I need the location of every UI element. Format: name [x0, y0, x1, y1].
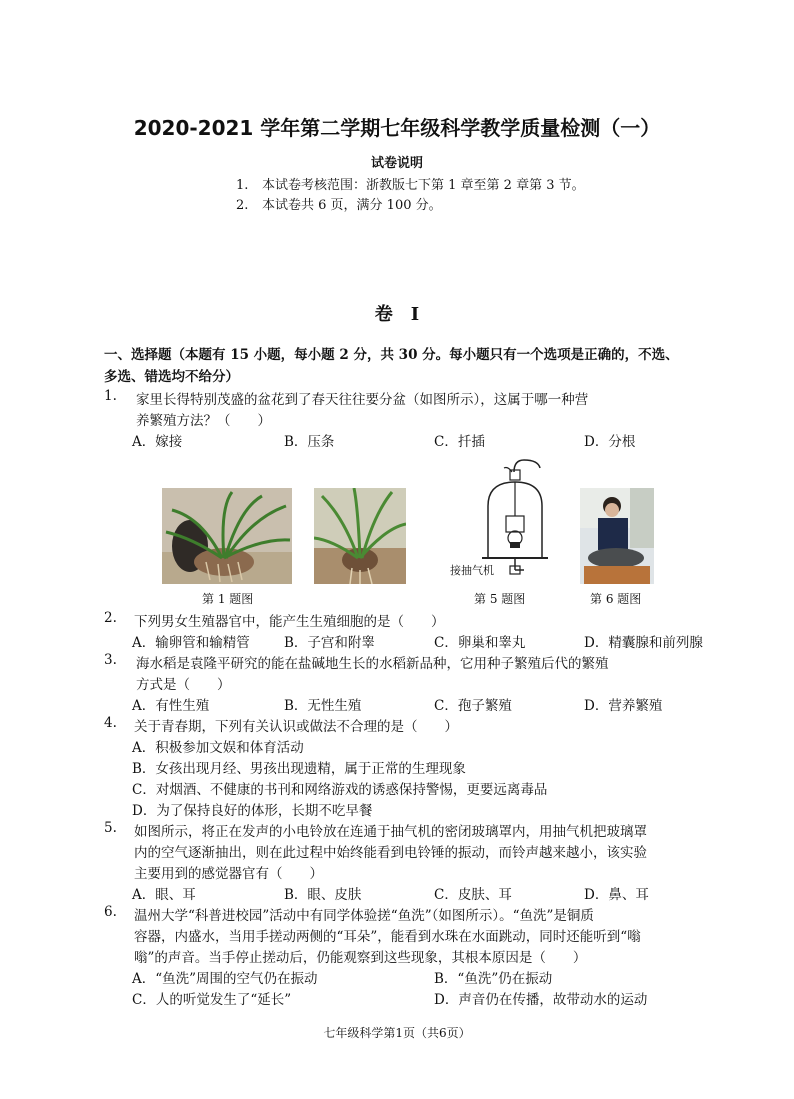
figure-6-student-basin-photo	[580, 488, 654, 584]
figure-5-caption: 第 5 题图	[474, 592, 526, 606]
question-number: 1.	[104, 388, 117, 404]
page-title: 2020-2021 学年第二学期七年级科学教学质量检测（一）	[133, 116, 661, 140]
option-c: C．扦插	[434, 434, 485, 450]
option-a: A．嫁接	[132, 434, 183, 450]
instruction-item	[236, 174, 585, 193]
option-b: B．“鱼洗”仍在振动	[434, 971, 553, 987]
figure-5-label: 接抽气机	[450, 564, 494, 577]
instruction-number: 1.	[236, 178, 249, 193]
question-text: 关于青春期，下列有关认识或做法不合理的是（ ）	[134, 719, 458, 735]
option-a: A．“鱼洗”周围的空气仍在振动	[132, 971, 318, 987]
question-text: 容器，内盛水，当用手搓动两侧的“耳朵”，能看到水珠在水面跳动，同时还能听到“嗡	[134, 929, 641, 945]
option-a: A．眼、耳	[132, 887, 196, 903]
option-b: B．压条	[284, 434, 335, 450]
question-number: 6.	[104, 904, 117, 920]
instruction-number: 2.	[236, 198, 249, 213]
option-c: C．皮肤、耳	[434, 887, 512, 903]
option-d: D．营养繁殖	[584, 698, 663, 714]
question-text: 家里长得特别茂盛的盆花到了春天往往要分盆（如图所示），这属于哪一种营	[136, 392, 589, 408]
section-heading: 一、选择题（本题有 15 小题，每小题 2 分，共 30 分。每小题只有一个选项是正确的，不选、	[104, 347, 679, 363]
option-a: A．输卵管和输精管	[132, 635, 250, 651]
question-text: 方式是（ ）	[136, 677, 231, 693]
question-text: 内的空气逐渐抽出，则在此过程中始终能看到电铃锤的振动，而铃声越来越小，该实验	[134, 845, 647, 861]
question-text: 温州大学“科普进校园”活动中有同学体验搓“鱼洗”（如图所示）。“鱼洗”是铜质	[134, 908, 594, 924]
option-b: B．无性生殖	[284, 698, 362, 714]
figure-1-divided-plant-photo	[314, 488, 406, 584]
option-a: A．有性生殖	[132, 698, 210, 714]
question-number: 3.	[104, 652, 117, 668]
option-c: C．人的听觉发生了“延长”	[132, 992, 292, 1008]
option-c: C．对烟酒、不健康的书刊和网络游戏的诱惑保持警惕，更要远离毒品	[132, 782, 548, 798]
question-number: 2.	[104, 610, 117, 626]
question-number: 5.	[104, 820, 117, 836]
option-c: C．卵巢和睾丸	[434, 635, 526, 651]
figure-1-caption: 第 1 题图	[202, 592, 254, 606]
option-d: D．为了保持良好的体形，长期不吃早餐	[132, 803, 373, 819]
volume-heading: 卷 I	[374, 304, 420, 325]
question-text: 主要用到的感觉器官有（ ）	[134, 866, 323, 882]
question-text: 嗡”的声音。当手停止搓动后，仍能观察到这些现象，其根本原因是（ ）	[134, 950, 587, 966]
figure-1-plant-root-photo	[162, 488, 292, 584]
option-a: A．积极参加文娱和体育活动	[132, 740, 304, 756]
figure-6-caption: 第 6 题图	[590, 592, 642, 606]
option-c: C．孢子繁殖	[434, 698, 512, 714]
section-heading-cont: 多选、错选均不给分）	[104, 369, 239, 385]
instructions-heading: 试卷说明	[370, 156, 423, 171]
option-b: B．女孩出现月经、男孩出现遗精，属于正常的生理现象	[132, 761, 466, 777]
question-text: 下列男女生殖器官中，能产生生殖细胞的是（ ）	[134, 614, 445, 630]
question-number: 4.	[104, 715, 117, 731]
option-b: B．眼、皮肤	[284, 887, 362, 903]
page-footer: 七年级科学第1页（共6页）	[323, 1026, 471, 1040]
option-d: D．精囊腺和前列腺	[584, 635, 703, 651]
question-text: 如图所示，将正在发声的小电铃放在连通于抽气机的密闭玻璃罩内，用抽气机把玻璃罩	[134, 824, 647, 840]
question-text: 养繁殖方法？（ ）	[136, 413, 271, 429]
option-d: D．声音仍在传播，故带动水的运动	[434, 992, 648, 1008]
question-text: 海水稻是袁隆平研究的能在盐碱地生长的水稻新品种，它用种子繁殖后代的繁殖	[136, 656, 609, 672]
option-b: B．子宫和附睾	[284, 635, 375, 651]
instruction-text: 本试卷共 6 页，满分 100 分。	[262, 198, 442, 213]
option-d: D．分根	[584, 434, 636, 450]
option-d: D．鼻、耳	[584, 887, 649, 903]
instruction-text: 本试卷考核范围：浙教版七下第 1 章至第 2 章第 3 节。	[262, 178, 585, 193]
instruction-item	[236, 194, 442, 213]
figure-5-bell-jar-diagram	[448, 454, 552, 584]
